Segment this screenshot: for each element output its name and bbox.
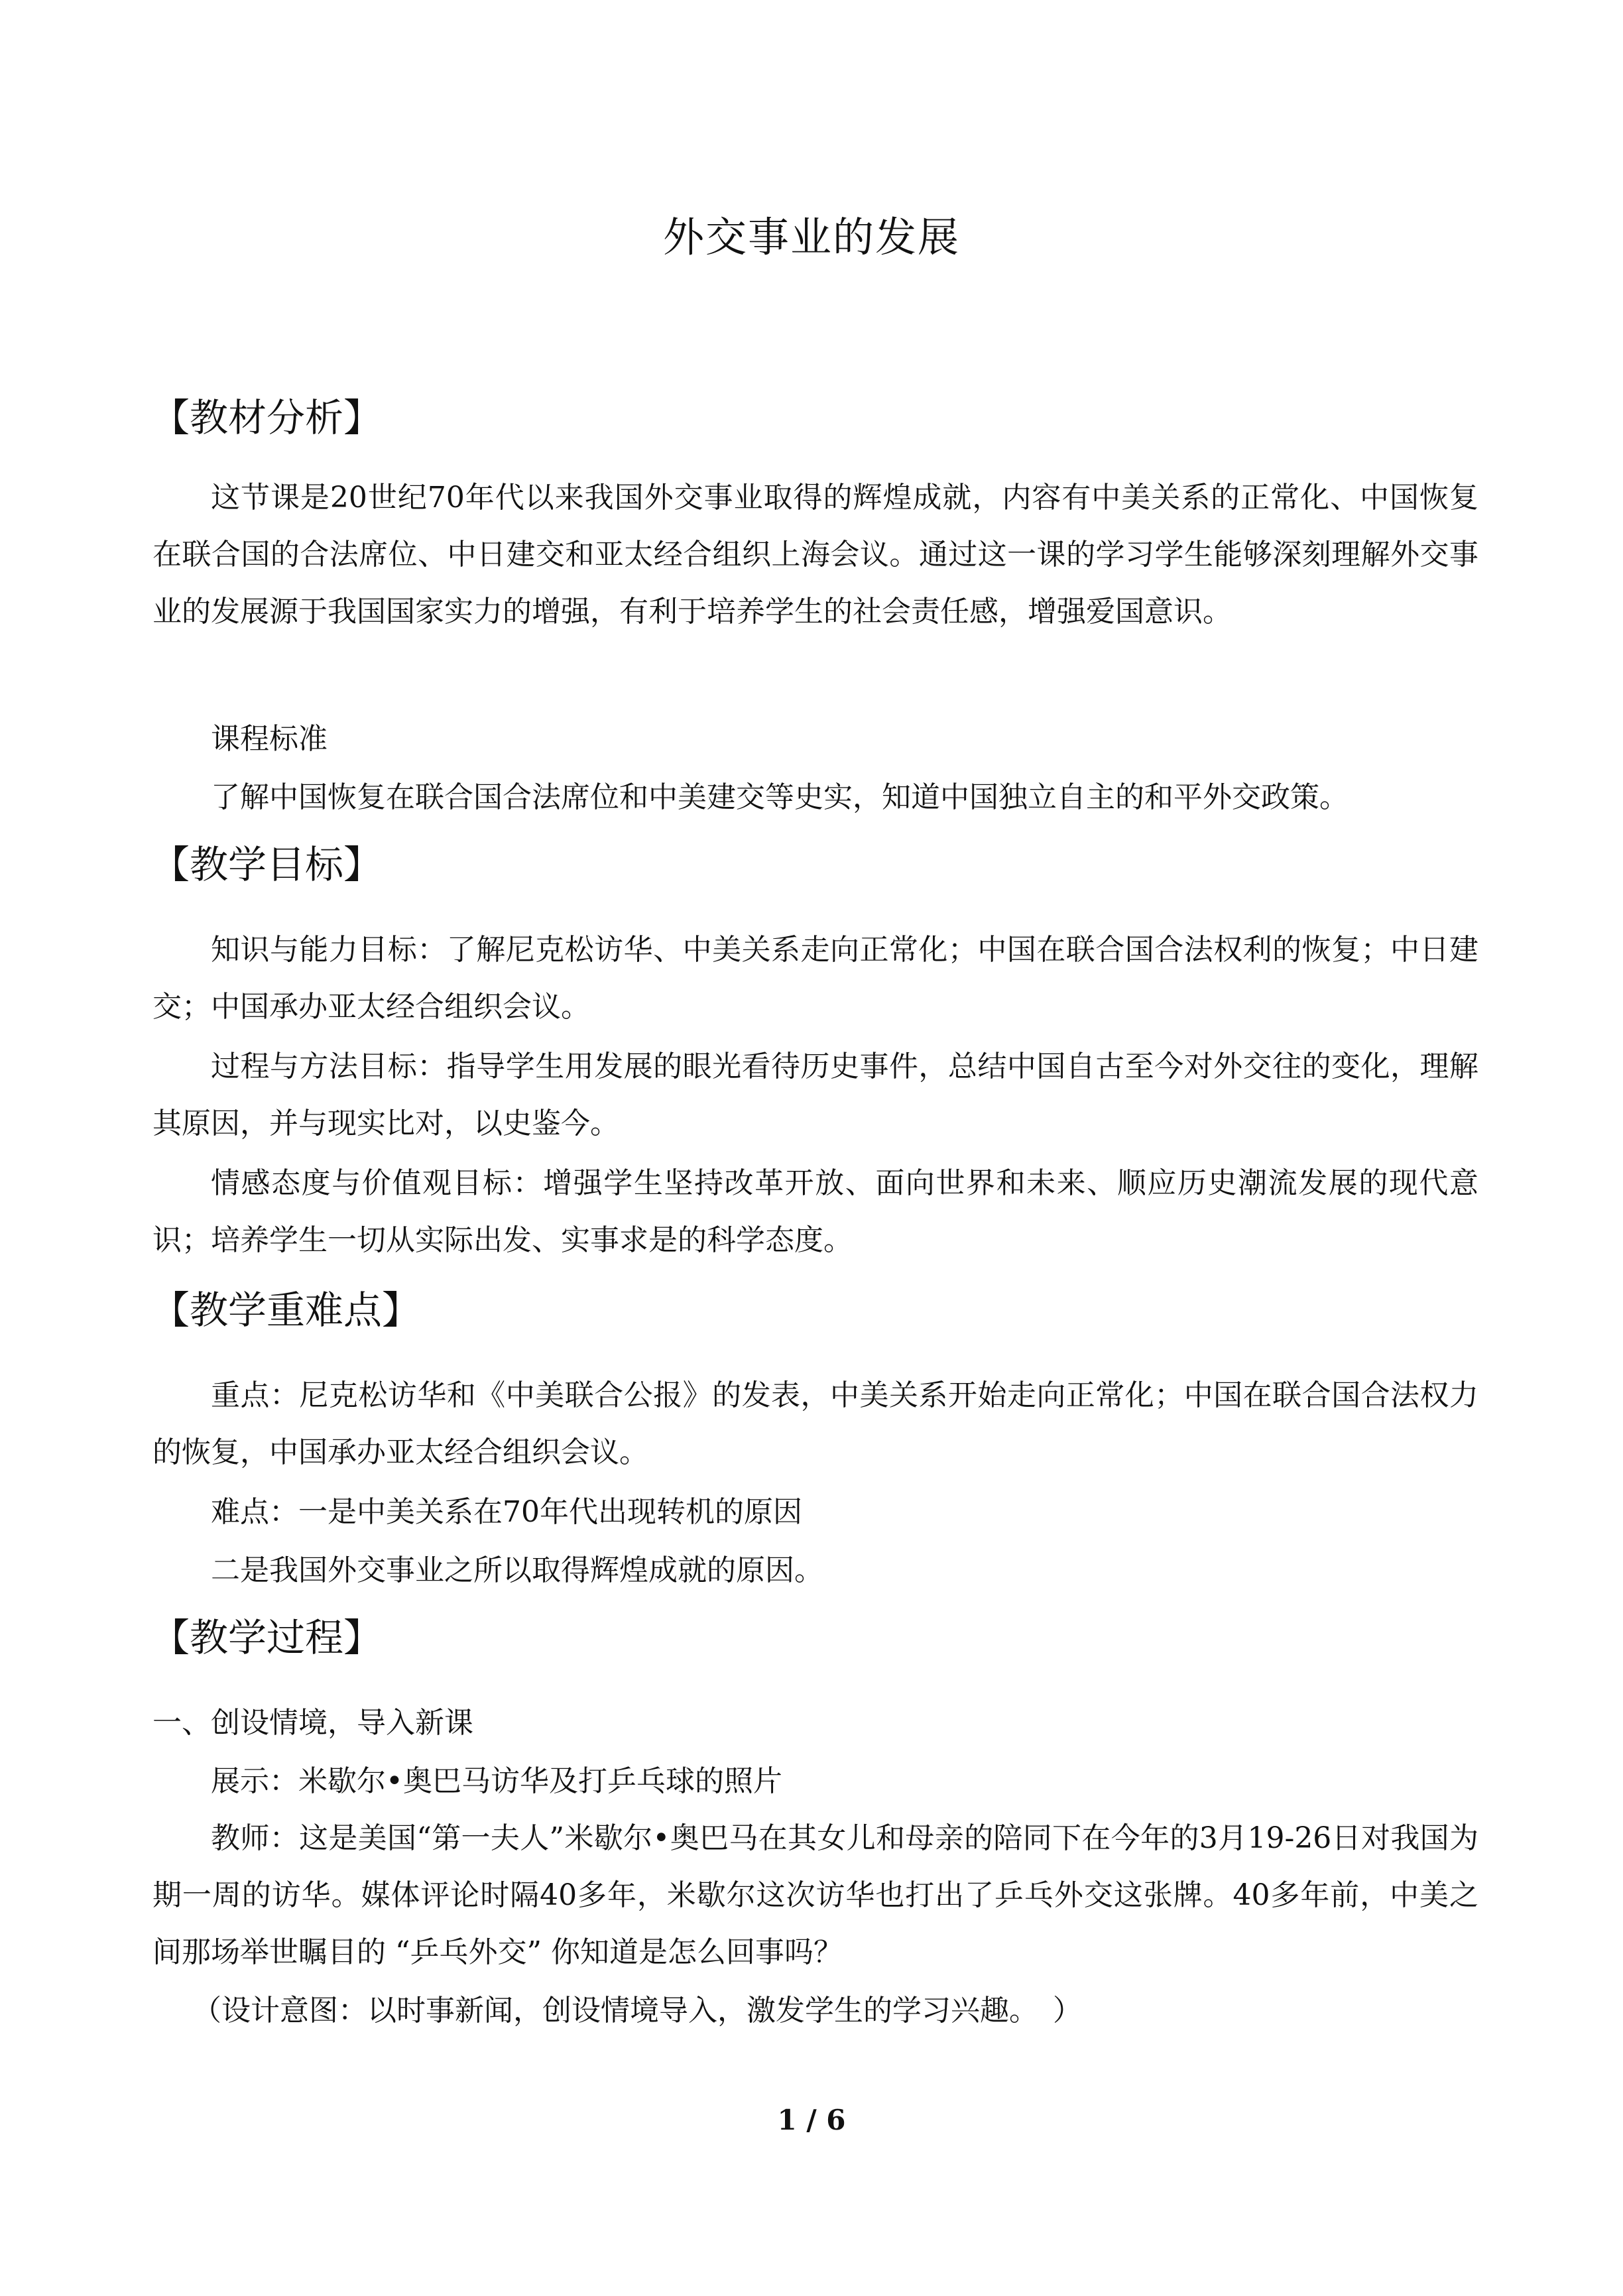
key-difficulty-2: 二是我国外交事业之所以取得辉煌成就的原因。 bbox=[211, 1553, 823, 1587]
process-teacher: 教师：这是美国“第一夫人”米歇尔•奥巴马在其女儿和母亲的陪同下在今年的3月19-26日对我国为期一周的访华。媒体评论时隔40多年，米歇尔这次访华也打出了乒乓外交这张牌。40多年前，中美之间那场举世瞩目的 “乒乓外交” 你知道是怎么回事吗？ bbox=[152, 1821, 1478, 1969]
section-heading-key-points: 【教学重难点】 bbox=[151, 1288, 421, 1333]
document-title: 外交事业的发展 bbox=[662, 213, 960, 261]
section-heading-analysis: 【教材分析】 bbox=[151, 395, 383, 440]
standard-text: 了解中国恢复在联合国合法席位和中美建交等史实，知道中国独立自主的和平外交政策。 bbox=[211, 780, 1349, 814]
process-design-intent: （设计意图：以时事新闻，创设情境导入，激发学生的学习兴趣。 ） bbox=[192, 1994, 1082, 2027]
key-focus: 重点：尼克松访华和《中美联合公报》的发表，中美关系开始走向正常化；中国在联合国合法权力的恢复，中国承办亚太经合组织会议。 bbox=[152, 1378, 1478, 1469]
section-heading-objectives: 【教学目标】 bbox=[151, 842, 383, 887]
objective-process: 过程与方法目标：指导学生用发展的眼光看待历史事件，总结中国自古至今对外交往的变化，理解其原因，并与现实比对，以史鉴今。 bbox=[152, 1050, 1478, 1140]
standard-label: 课程标准 bbox=[211, 722, 328, 756]
process-step-1: 一、创设情境，导入新课 bbox=[152, 1706, 473, 1740]
objective-knowledge: 知识与能力目标：了解尼克松访华、中美关系走向正常化；中国在联合国合法权利的恢复；中日建交；中国承办亚太经合组织会议。 bbox=[152, 933, 1478, 1024]
process-show: 展示：米歇尔•奥巴马访华及打乒乓球的照片 bbox=[211, 1764, 782, 1798]
key-difficulty-1: 难点：一是中美关系在70年代出现转机的原因 bbox=[211, 1495, 802, 1529]
page-indicator: 1 / 6 bbox=[777, 2104, 846, 2136]
section-heading-process: 【教学过程】 bbox=[151, 1615, 383, 1660]
objective-emotion: 情感态度与价值观目标：增强学生坚持改革开放、面向世界和未来、顺应历史潮流发展的现代意识；培养学生一切从实际出发、实事求是的科学态度。 bbox=[152, 1166, 1478, 1257]
analysis-paragraph: 这节课是20世纪70年代以来我国外交事业取得的辉煌成就，内容有中美关系的正常化、中国恢复在联合国的合法席位、中日建交和亚太经合组织上海会议。通过这一课的学习学生能够深刻理解外交事业的发展源于我国国家实力的增强，有利于培养学生的社会责任感，增强爱国意识。 bbox=[152, 481, 1478, 629]
